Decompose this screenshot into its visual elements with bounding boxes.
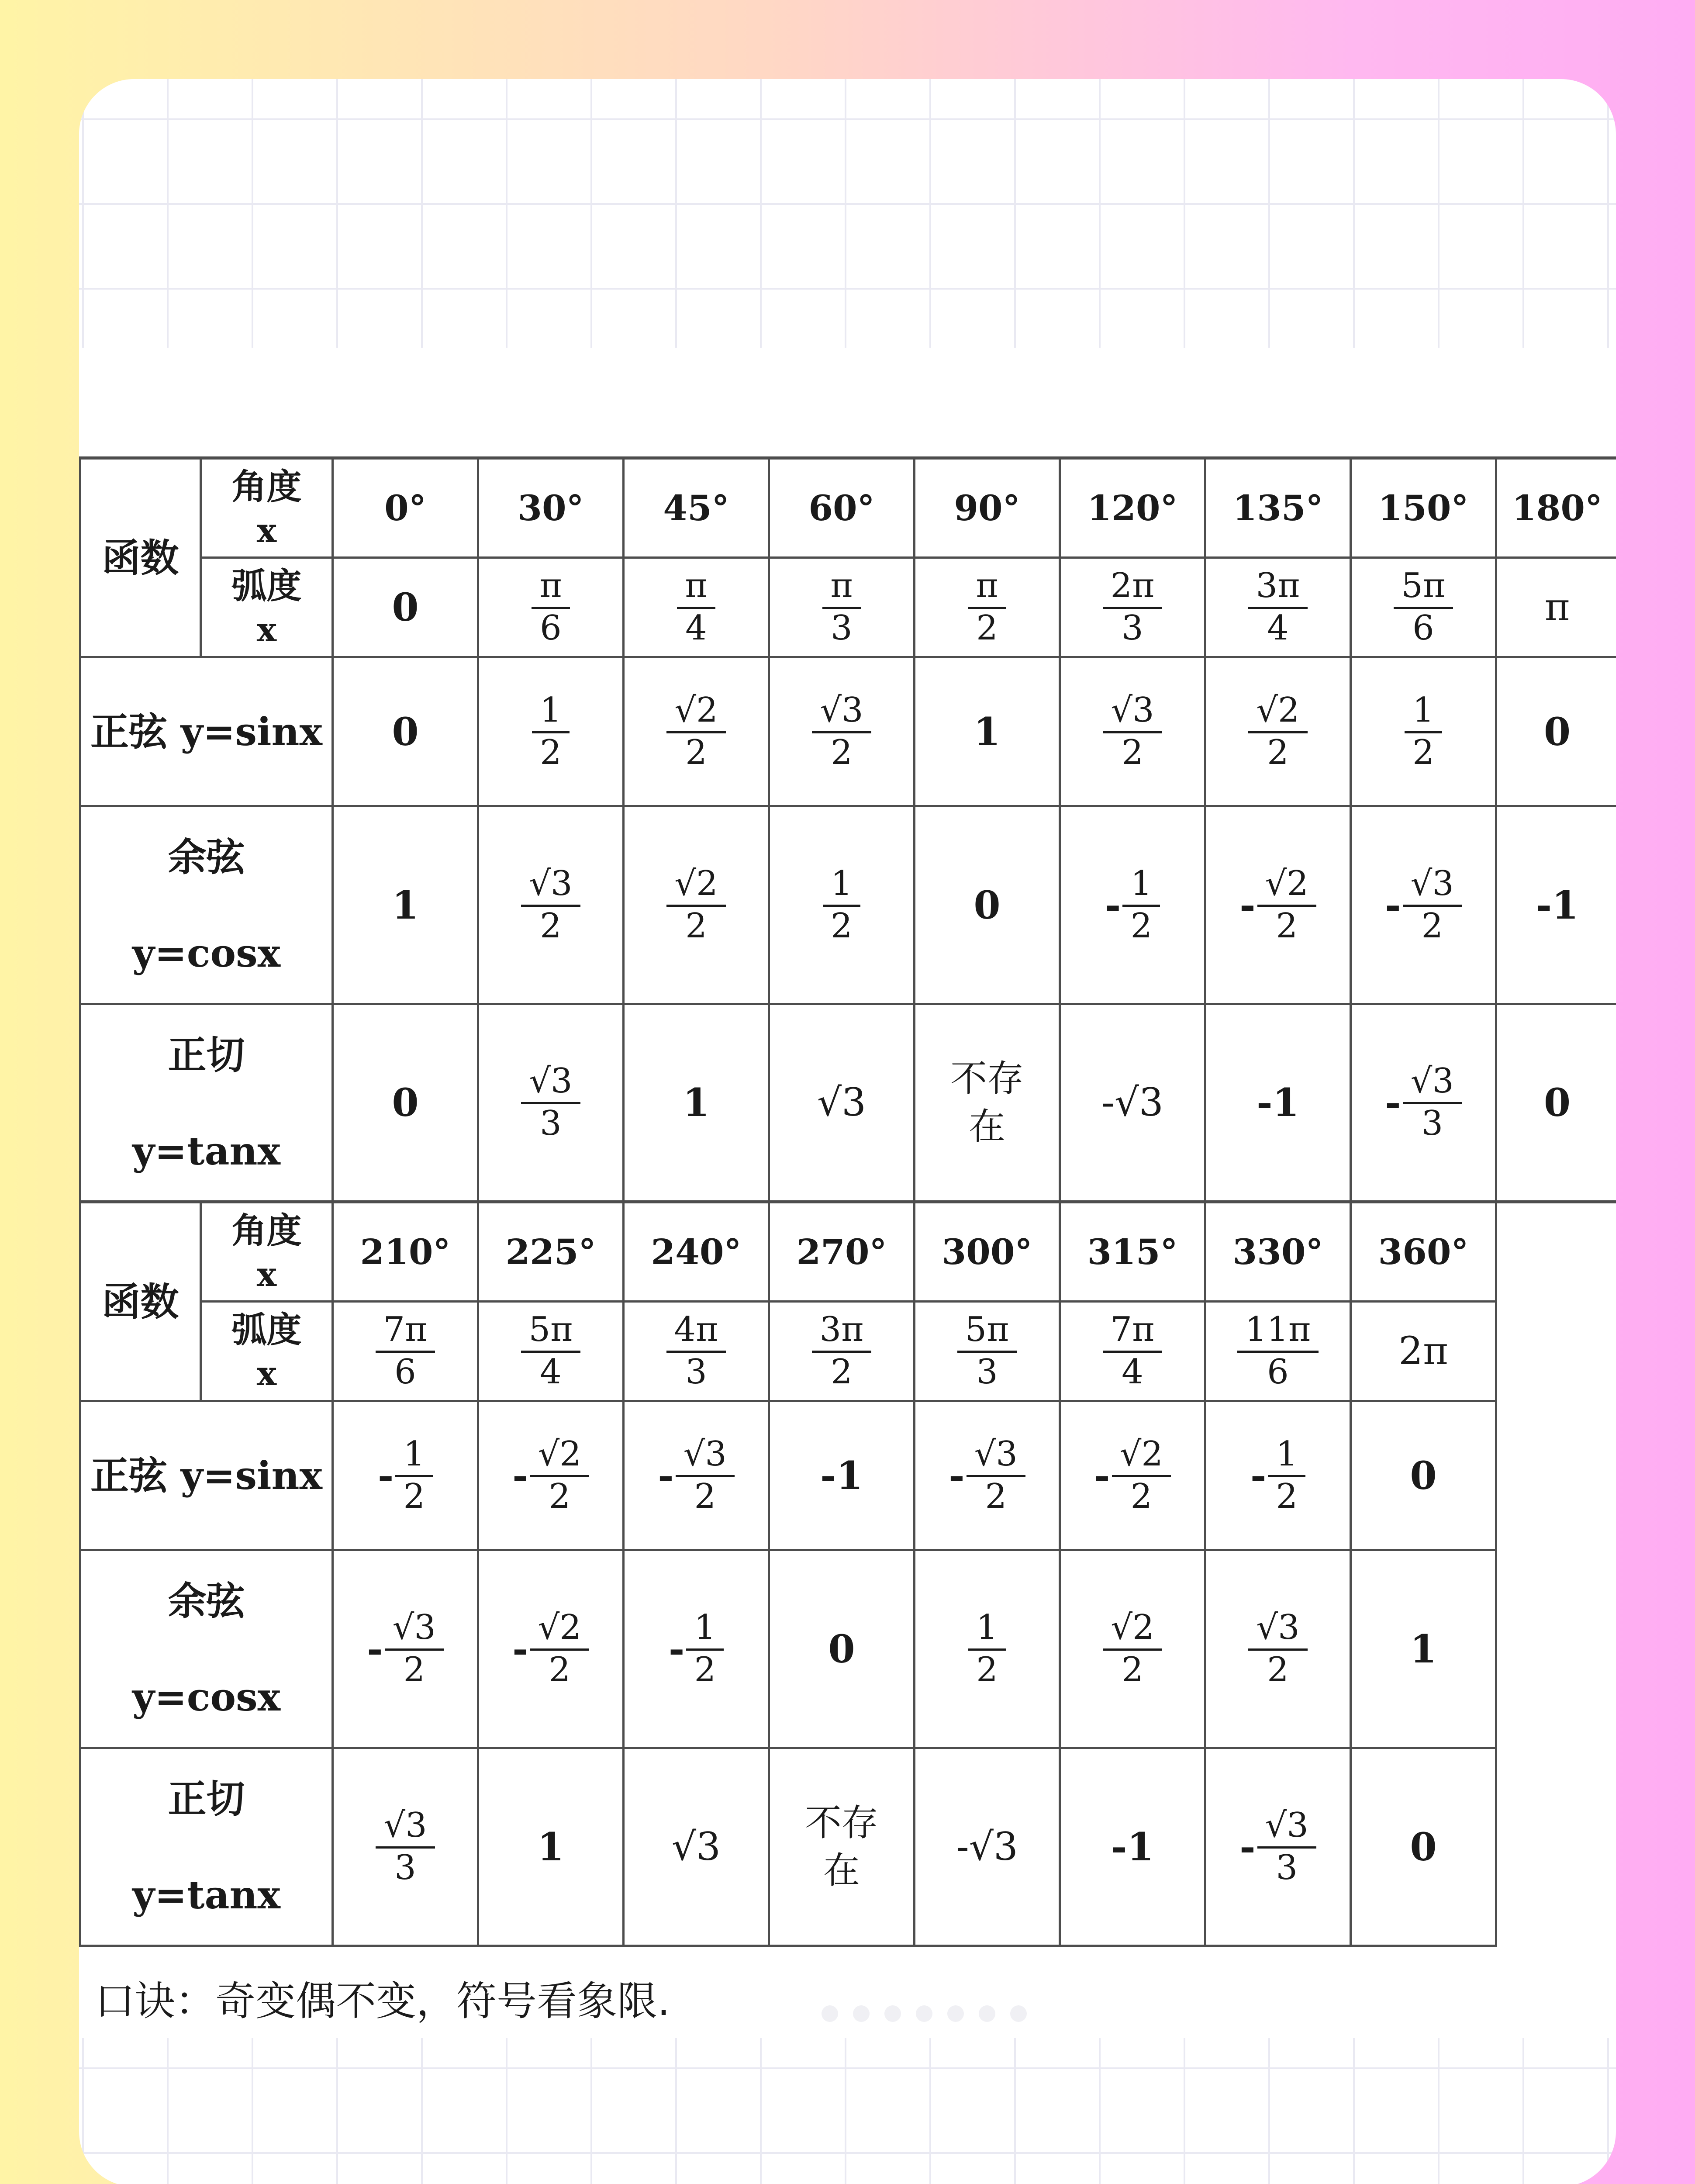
tan-cell: -1	[1060, 1748, 1205, 1946]
tan-cell: √3	[769, 1004, 915, 1202]
sin-cell: - $\frac{1}{2}$	[1205, 1401, 1351, 1550]
tan-cell: - $\frac{√3}{3}$	[1205, 1748, 1351, 1946]
cos-row	[80, 806, 1616, 1004]
tan-cell: 0	[1496, 1004, 1616, 1202]
sin-row	[80, 657, 1616, 806]
page-dot[interactable]	[822, 2005, 838, 2022]
sin-row-2	[80, 1401, 1616, 1550]
cos-cell: 0	[915, 806, 1060, 1004]
mnemonic-text: 口诀：奇变偶不变，符号看象限.	[95, 1978, 670, 2025]
page-dot[interactable]	[916, 2005, 932, 2022]
sin-cell: $\frac{√2}{2}$	[1205, 657, 1351, 806]
page-dot[interactable]	[947, 2005, 964, 2022]
radian-cell: $\frac{3\pi}{2}$	[769, 1302, 915, 1401]
cos-row-2	[80, 1550, 1616, 1748]
card	[79, 79, 1616, 2184]
cos-cell: $\frac{√2}{2}$	[624, 806, 769, 1004]
radian-row	[80, 558, 1616, 657]
degree-cell: 0°	[333, 458, 478, 558]
cos-cell: - $\frac{√3}{2}$	[1351, 806, 1496, 1004]
tan-label-cell: 正切 y=tanx	[80, 1748, 333, 1946]
tan-row-2	[80, 1748, 1616, 1946]
cos-cell: - $\frac{1}{2}$	[624, 1550, 769, 1748]
tan-cell: 1	[624, 1004, 769, 1202]
tan-cell: 不存 在	[769, 1748, 915, 1946]
degree-cell: 300°	[915, 1202, 1060, 1302]
sin-cell: 0	[333, 657, 478, 806]
sin-cell: 0	[1351, 1401, 1496, 1550]
cos-cell: - $\frac{√2}{2}$	[478, 1550, 624, 1748]
sin-cell: $\frac{√3}{2}$	[769, 657, 915, 806]
radian-header-cell: 弧度 x	[201, 1302, 333, 1401]
cos-cell: - $\frac{1}{2}$	[1060, 806, 1205, 1004]
cos-cell: - $\frac{√3}{2}$	[333, 1550, 478, 1748]
sin-cell: 1	[915, 657, 1060, 806]
sin-cell: $\frac{√3}{2}$	[1060, 657, 1205, 806]
tan-cell: 0	[1351, 1748, 1496, 1946]
degree-cell: 270°	[769, 1202, 915, 1302]
cos-cell: 0	[769, 1550, 915, 1748]
function-header-cell: 函数	[80, 458, 201, 657]
degree-cell: 45°	[624, 458, 769, 558]
tan-cell: - $\frac{√3}{3}$	[1351, 1004, 1496, 1202]
page-dot[interactable]	[884, 2005, 901, 2022]
tan-cell: 不存 在	[915, 1004, 1060, 1202]
degree-cell: 330°	[1205, 1202, 1351, 1302]
tan-cell: 0	[333, 1004, 478, 1202]
tan-cell: $\frac{√3}{3}$	[333, 1748, 478, 1946]
tan-label-cell: 正切 y=tanx	[80, 1004, 333, 1202]
sin-cell: - $\frac{√2}{2}$	[1060, 1401, 1205, 1550]
page-indicator	[822, 2005, 1027, 2022]
cos-cell: $\frac{√3}{2}$	[478, 806, 624, 1004]
cos-cell: $\frac{√2}{2}$	[1060, 1550, 1205, 1748]
cos-cell: 1	[1351, 1550, 1496, 1748]
tan-cell: -1	[1205, 1004, 1351, 1202]
radian-cell: $\frac{5\pi}{4}$	[478, 1302, 624, 1401]
radian-cell: 2π	[1351, 1302, 1496, 1401]
degree-cell: 315°	[1060, 1202, 1205, 1302]
radian-cell: π	[1496, 558, 1616, 657]
tan-cell: -√3	[1060, 1004, 1205, 1202]
page-dot[interactable]	[979, 2005, 995, 2022]
radian-cell: $\frac{\pi}{2}$	[915, 558, 1060, 657]
degree-cell: 60°	[769, 458, 915, 558]
cos-cell: 1	[333, 806, 478, 1004]
tan-cell: √3	[624, 1748, 769, 1946]
sin-cell: $\frac{1}{2}$	[1351, 657, 1496, 806]
radian-cell: $\frac{5\pi}{6}$	[1351, 558, 1496, 657]
cos-cell: $\frac{√3}{2}$	[1205, 1550, 1351, 1748]
degree-cell: 90°	[915, 458, 1060, 558]
degree-cell: 360°	[1351, 1202, 1496, 1302]
radian-cell: $\frac{3\pi}{4}$	[1205, 558, 1351, 657]
degree-cell: 150°	[1351, 458, 1496, 558]
radian-cell: $\frac{\pi}{3}$	[769, 558, 915, 657]
page-dot[interactable]	[1010, 2005, 1027, 2022]
sin-cell: 0	[1496, 657, 1616, 806]
sin-cell: - $\frac{1}{2}$	[333, 1401, 478, 1550]
degree-cell: 225°	[478, 1202, 624, 1302]
radian-cell: $\frac{\pi}{4}$	[624, 558, 769, 657]
trig-values-table	[79, 456, 1616, 1947]
degree-cell: 135°	[1205, 458, 1351, 558]
sin-label-cell: 正弦 y=sinx	[80, 1401, 333, 1550]
cos-cell: - $\frac{√2}{2}$	[1205, 806, 1351, 1004]
degree-cell: 30°	[478, 458, 624, 558]
cos-cell: $\frac{1}{2}$	[915, 1550, 1060, 1748]
sin-cell: $\frac{1}{2}$	[478, 657, 624, 806]
radian-cell: $\frac{5\pi}{3}$	[915, 1302, 1060, 1401]
radian-cell: $\frac{7\pi}{6}$	[333, 1302, 478, 1401]
degree-cell: 210°	[333, 1202, 478, 1302]
radian-row-2	[80, 1302, 1616, 1401]
radian-cell: $\frac{\pi}{6}$	[478, 558, 624, 657]
tan-cell: $\frac{√3}{3}$	[478, 1004, 624, 1202]
cos-cell: -1	[1496, 806, 1616, 1004]
degree-row-2	[80, 1202, 1616, 1302]
sin-cell: - $\frac{√2}{2}$	[478, 1401, 624, 1550]
degree-cell: 240°	[624, 1202, 769, 1302]
angle-header-cell: 角度 x	[201, 458, 333, 558]
radian-cell: $\frac{2\pi}{3}$	[1060, 558, 1205, 657]
degree-cell: 120°	[1060, 458, 1205, 558]
tan-cell: 1	[478, 1748, 624, 1946]
radian-cell: $\frac{7\pi}{4}$	[1060, 1302, 1205, 1401]
radian-cell: 0	[333, 558, 478, 657]
degree-cell: 180°	[1496, 458, 1616, 558]
function-header-cell: 函数	[80, 1202, 201, 1401]
sin-cell: $\frac{√2}{2}$	[624, 657, 769, 806]
sin-cell: - $\frac{√3}{2}$	[915, 1401, 1060, 1550]
degree-row	[80, 458, 1616, 558]
sin-cell: - $\frac{√3}{2}$	[624, 1401, 769, 1550]
sin-cell: -1	[769, 1401, 915, 1550]
sin-label-cell: 正弦 y=sinx	[80, 657, 333, 806]
cos-label-cell: 余弦 y=cosx	[80, 1550, 333, 1748]
radian-header-cell: 弧度 x	[201, 558, 333, 657]
tan-row	[80, 1004, 1616, 1202]
tan-cell: -√3	[915, 1748, 1060, 1946]
radian-cell: $\frac{4\pi}{3}$	[624, 1302, 769, 1401]
angle-header-cell: 角度 x	[201, 1202, 333, 1302]
radian-cell: $\frac{11\pi}{6}$	[1205, 1302, 1351, 1401]
page-dot[interactable]	[853, 2005, 870, 2022]
cos-cell: $\frac{1}{2}$	[769, 806, 915, 1004]
cos-label-cell: 余弦 y=cosx	[80, 806, 333, 1004]
empty-corner	[1496, 1202, 1616, 1946]
